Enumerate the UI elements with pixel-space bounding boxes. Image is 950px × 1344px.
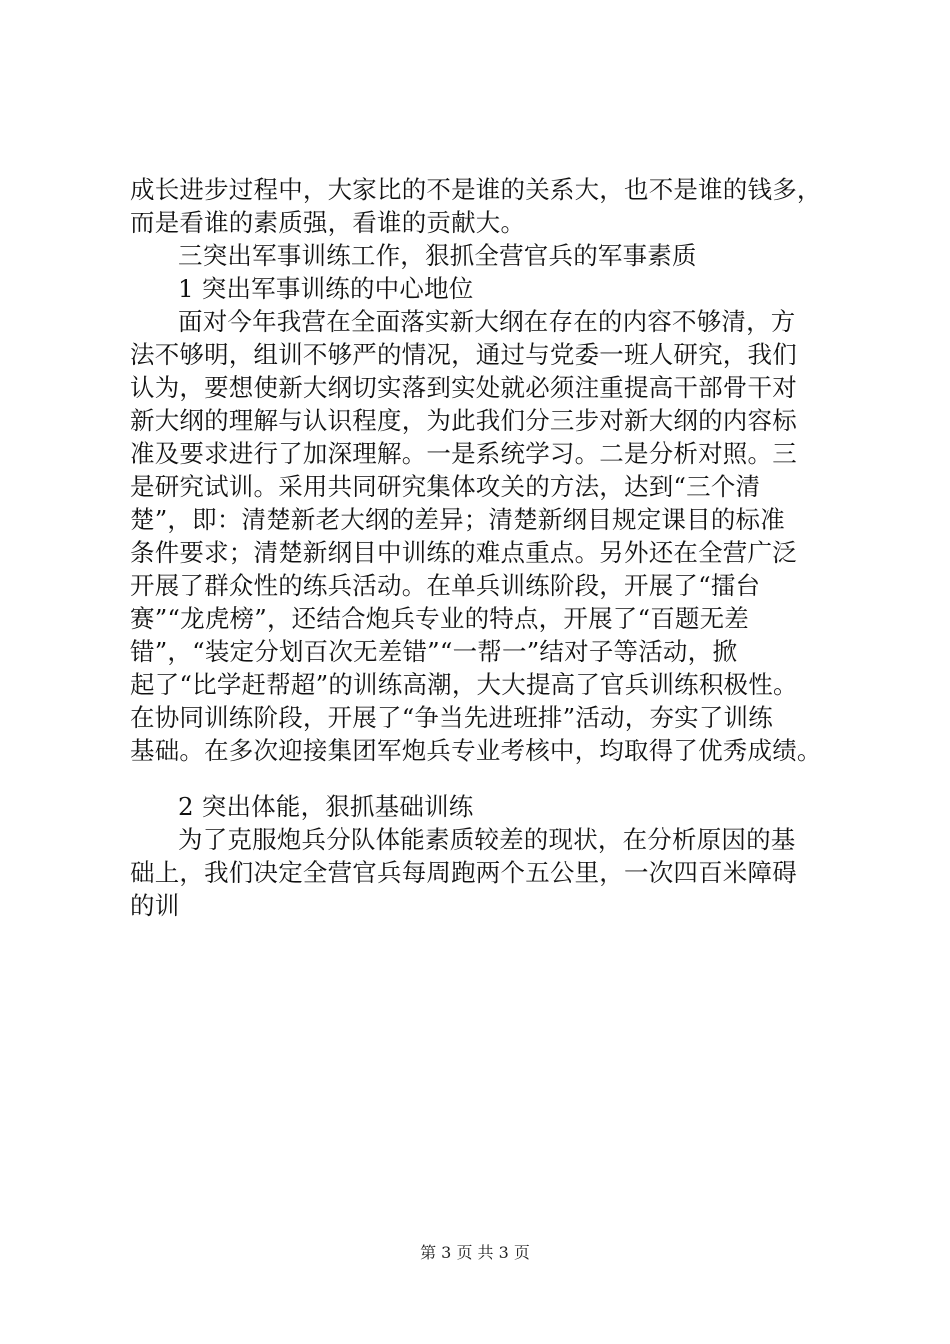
paragraph-line: 法不够明，组训不够严的情况，通过与党委一班人研究，我们 [130,340,797,369]
paragraph-line: 楚”，即：清楚新老大纲的差异；清楚新纲目规定课目的标准 [130,505,785,534]
paragraph-line: 错”，“装定分划百次无差错”“一帮一”结对子等活动，掀 [130,637,738,666]
subsection-heading: 2 突出体能，狠抓基础训练 [178,792,474,821]
subsection-heading: 1 突出军事训练的中心地位 [178,274,474,303]
section-heading: 三突出军事训练工作，狠抓全营官兵的军事素质 [178,241,697,270]
paragraph-line: 准及要求进行了加深理解。一是系统学习。二是分析对照。三 [130,439,797,468]
paragraph-line: 在协同训练阶段，开展了“争当先进班排”活动，夯实了训练 [130,703,773,732]
paragraph-line: 的训 [130,891,180,920]
paragraph-line: 条件要求；清楚新纲目中训练的难点重点。另外还在全营广泛 [130,538,797,567]
paragraph-line: 基础。在多次迎接集团军炮兵专业考核中，均取得了优秀成绩。 [130,736,822,765]
paragraph-line: 成长进步过程中，大家比的不是谁的关系大，也不是谁的钱多， [130,175,822,204]
paragraph-line: 起了“比学赶帮超”的训练高潮，大大提高了官兵训练积极性。 [130,670,798,699]
paragraph-line: 赛”“龙虎榜”，还结合炮兵专业的特点，开展了“百题无差 [130,604,749,633]
paragraph-line: 认为，要想使新大纲切实落到实处就必须注重提高干部骨干对 [130,373,797,402]
page-footer: 第 3 页 共 3 页 [420,1243,530,1262]
paragraph-line: 为了克服炮兵分队体能素质较差的现状，在分析原因的基 [178,825,796,854]
paragraph-line: 是研究试训。采用共同研究集体攻关的方法，达到“三个清 [130,472,761,501]
paragraph-line: 而是看谁的素质强，看谁的贡献大。 [130,208,526,237]
paragraph-line: 新大纲的理解与认识程度，为此我们分三步对新大纲的内容标 [130,406,797,435]
paragraph-line: 础上，我们决定全营官兵每周跑两个五公里，一次四百米障碍 [130,858,797,887]
paragraph-line: 面对今年我营在全面落实新大纲在存在的内容不够清，方 [178,307,796,336]
paragraph-line: 开展了群众性的练兵活动。在单兵训练阶段，开展了“擂台 [130,571,761,600]
